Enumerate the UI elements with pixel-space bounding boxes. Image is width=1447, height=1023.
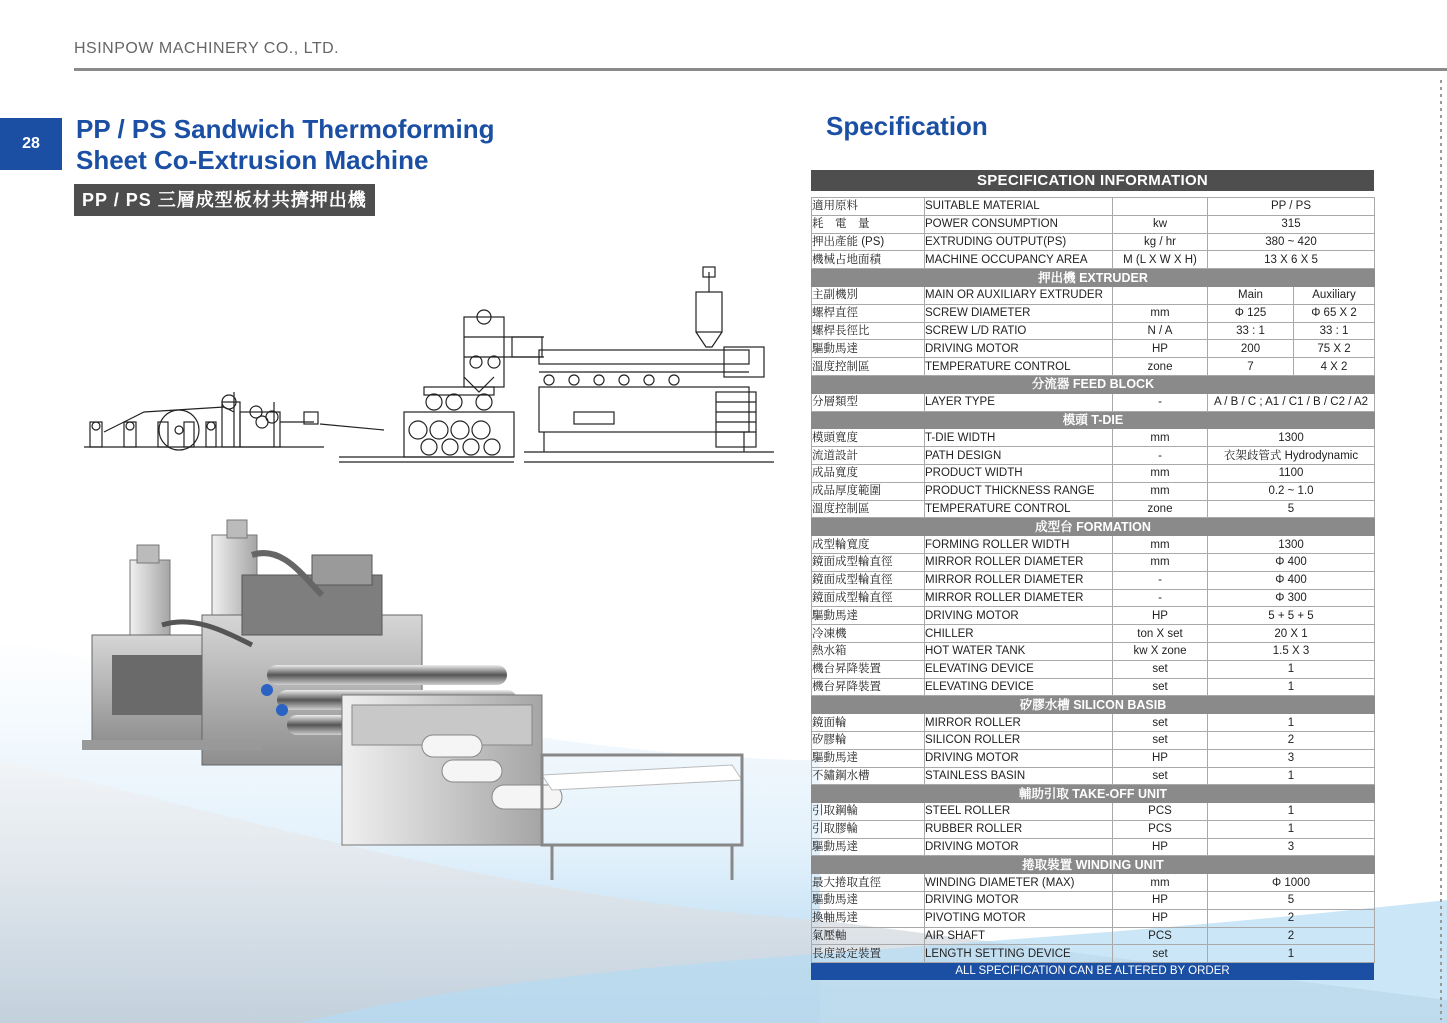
spec-label-en: LENGTH SETTING DEVICE <box>925 945 1113 963</box>
spec-value-aux: Φ 65 X 2 <box>1294 304 1375 322</box>
spec-unit: mm <box>1113 553 1208 571</box>
spec-label-en: MIRROR ROLLER <box>925 714 1113 732</box>
spec-label-zh: 螺桿長徑比 <box>812 322 925 340</box>
spec-table-container <box>811 170 1374 980</box>
spec-table <box>811 197 1375 963</box>
spec-row <box>812 767 1375 785</box>
spec-label-zh: 驅動馬達 <box>812 749 925 767</box>
spec-value: 1 <box>1208 945 1375 963</box>
spec-value: A / B / C ; A1 / C1 / B / C2 / A2 <box>1208 393 1375 411</box>
spec-value: 2 <box>1208 731 1375 749</box>
spec-label-en: POWER CONSUMPTION <box>925 215 1113 233</box>
spec-value: 2 <box>1208 927 1375 945</box>
section-title: 模頭 T-DIE <box>812 411 1375 429</box>
spec-label-en: DRIVING MOTOR <box>925 749 1113 767</box>
spec-section-header <box>812 375 1375 393</box>
section-title: 輔助引取 TAKE-OFF UNIT <box>812 785 1375 803</box>
spec-value: Φ 400 <box>1208 571 1375 589</box>
spec-heading: Specification <box>826 111 988 141</box>
spec-unit: HP <box>1113 607 1208 625</box>
spec-row <box>812 714 1375 732</box>
spec-label-en: EXTRUDING OUTPUT(PS) <box>925 233 1113 251</box>
spec-label-en: MIRROR ROLLER DIAMETER <box>925 589 1113 607</box>
spec-label-zh: 機械占地面積 <box>812 251 925 269</box>
spec-unit: mm <box>1113 874 1208 892</box>
spec-row <box>812 589 1375 607</box>
spec-label-zh: 押出產能 (PS) <box>812 233 925 251</box>
spec-unit: - <box>1113 589 1208 607</box>
spec-label-zh: 鏡面成型輪直徑 <box>812 589 925 607</box>
spec-value: 1 <box>1208 767 1375 785</box>
spec-label-zh: 熱水箱 <box>812 642 925 660</box>
spec-row <box>812 482 1375 500</box>
spec-label-en: LAYER TYPE <box>925 393 1113 411</box>
spec-unit: mm <box>1113 482 1208 500</box>
spec-value: Φ 400 <box>1208 553 1375 571</box>
spec-row <box>812 358 1375 376</box>
spec-value: 1.5 X 3 <box>1208 642 1375 660</box>
section-title: 捲取裝置 WINDING UNIT <box>812 856 1375 874</box>
spec-row <box>812 892 1375 910</box>
spec-label-en: DRIVING MOTOR <box>925 340 1113 358</box>
spec-label-en: ELEVATING DEVICE <box>925 660 1113 678</box>
spec-unit <box>1113 286 1208 304</box>
spec-value: 5 <box>1208 500 1375 518</box>
spec-row <box>812 429 1375 447</box>
spec-row <box>812 198 1375 216</box>
spec-unit: zone <box>1113 358 1208 376</box>
spec-label-zh: 溫度控制區 <box>812 358 925 376</box>
spec-label-zh: 適用原料 <box>812 198 925 216</box>
spec-label-en: T-DIE WIDTH <box>925 429 1113 447</box>
spec-unit: kg / hr <box>1113 233 1208 251</box>
spec-label-en: PRODUCT WIDTH <box>925 464 1113 482</box>
spec-label-en: PIVOTING MOTOR <box>925 909 1113 927</box>
spec-section-header <box>812 269 1375 287</box>
spec-section-header <box>812 856 1375 874</box>
spec-label-en: DRIVING MOTOR <box>925 892 1113 910</box>
spec-value: PP / PS <box>1208 198 1375 216</box>
section-title: 成型台 FORMATION <box>812 518 1375 536</box>
spec-unit: HP <box>1113 340 1208 358</box>
spec-label-en: DRIVING MOTOR <box>925 607 1113 625</box>
spec-row <box>812 500 1375 518</box>
spec-label-en: MAIN OR AUXILIARY EXTRUDER <box>925 286 1113 304</box>
spec-label-zh: 矽膠輪 <box>812 731 925 749</box>
spec-label-zh: 流道設計 <box>812 447 925 465</box>
spec-value-main: Φ 125 <box>1208 304 1294 322</box>
spec-row <box>812 447 1375 465</box>
spec-row <box>812 803 1375 821</box>
spec-label-en: CHILLER <box>925 625 1113 643</box>
page-edge-dash <box>1440 80 1442 1020</box>
spec-label-en: MIRROR ROLLER DIAMETER <box>925 553 1113 571</box>
spec-label-zh: 引取鋼輪 <box>812 803 925 821</box>
spec-value-aux: Auxiliary <box>1294 286 1375 304</box>
product-title-line2: Sheet Co-Extrusion Machine <box>76 145 429 175</box>
spec-unit: set <box>1113 714 1208 732</box>
spec-label-en: TEMPERATURE CONTROL <box>925 358 1113 376</box>
spec-value-main: 200 <box>1208 340 1294 358</box>
spec-value-main: 7 <box>1208 358 1294 376</box>
spec-value: 5 <box>1208 892 1375 910</box>
spec-label-zh: 換軸馬達 <box>812 909 925 927</box>
spec-label-en: ELEVATING DEVICE <box>925 678 1113 696</box>
spec-label-en: HOT WATER TANK <box>925 642 1113 660</box>
spec-label-en: AIR SHAFT <box>925 927 1113 945</box>
spec-unit: PCS <box>1113 927 1208 945</box>
spec-label-zh: 長度設定裝置 <box>812 945 925 963</box>
spec-value: 1 <box>1208 820 1375 838</box>
spec-row <box>812 749 1375 767</box>
spec-label-zh: 驅動馬達 <box>812 892 925 910</box>
spec-row <box>812 625 1375 643</box>
header-rule <box>74 68 1447 71</box>
spec-label-en: PRODUCT THICKNESS RANGE <box>925 482 1113 500</box>
spec-unit: zone <box>1113 500 1208 518</box>
spec-label-zh: 溫度控制區 <box>812 500 925 518</box>
spec-row <box>812 660 1375 678</box>
spec-unit: set <box>1113 678 1208 696</box>
machine-line-drawing <box>84 262 774 472</box>
spec-label-en: RUBBER ROLLER <box>925 820 1113 838</box>
spec-value: 2 <box>1208 909 1375 927</box>
spec-row <box>812 393 1375 411</box>
spec-row <box>812 322 1375 340</box>
spec-row <box>812 731 1375 749</box>
spec-value: 1300 <box>1208 429 1375 447</box>
spec-label-zh: 機台昇降裝置 <box>812 660 925 678</box>
spec-label-en: PATH DESIGN <box>925 447 1113 465</box>
spec-row <box>812 340 1375 358</box>
spec-label-zh: 耗 電 量 <box>812 215 925 233</box>
spec-row <box>812 820 1375 838</box>
spec-label-zh: 最大捲取直徑 <box>812 874 925 892</box>
spec-unit: set <box>1113 767 1208 785</box>
spec-value: 1 <box>1208 803 1375 821</box>
spec-label-zh: 驅動馬達 <box>812 340 925 358</box>
spec-value: 1 <box>1208 678 1375 696</box>
spec-label-en: SCREW DIAMETER <box>925 304 1113 322</box>
section-title: 矽膠水槽 SILICON BASIB <box>812 696 1375 714</box>
spec-unit: HP <box>1113 749 1208 767</box>
spec-label-zh: 驅動馬達 <box>812 607 925 625</box>
spec-label-en: FORMING ROLLER WIDTH <box>925 536 1113 554</box>
spec-section-header <box>812 785 1375 803</box>
spec-label-zh: 主副機別 <box>812 286 925 304</box>
spec-label-zh: 冷凍機 <box>812 625 925 643</box>
spec-value: 3 <box>1208 749 1375 767</box>
spec-label-zh: 成品寬度 <box>812 464 925 482</box>
spec-label-en: STAINLESS BASIN <box>925 767 1113 785</box>
spec-value: 20 X 1 <box>1208 625 1375 643</box>
spec-value: 衣架歧管式 Hydrodynamic <box>1208 447 1375 465</box>
spec-label-zh: 氣壓軸 <box>812 927 925 945</box>
spec-label-en: SUITABLE MATERIAL <box>925 198 1113 216</box>
product-title <box>76 114 494 176</box>
spec-unit: M (L X W X H) <box>1113 251 1208 269</box>
spec-unit: set <box>1113 945 1208 963</box>
spec-unit: PCS <box>1113 820 1208 838</box>
spec-unit: PCS <box>1113 803 1208 821</box>
page-number: 28 <box>0 118 62 170</box>
spec-table-footer: ALL SPECIFICATION CAN BE ALTERED BY ORDER <box>811 963 1374 980</box>
spec-unit: - <box>1113 571 1208 589</box>
spec-unit: N / A <box>1113 322 1208 340</box>
spec-row <box>812 536 1375 554</box>
spec-label-en: SILICON ROLLER <box>925 731 1113 749</box>
spec-label-en: WINDING DIAMETER (MAX) <box>925 874 1113 892</box>
spec-label-zh: 螺桿直徑 <box>812 304 925 322</box>
spec-row <box>812 678 1375 696</box>
spec-label-zh: 成型輪寬度 <box>812 536 925 554</box>
spec-unit: set <box>1113 660 1208 678</box>
spec-row <box>812 233 1375 251</box>
spec-value-aux: 75 X 2 <box>1294 340 1375 358</box>
spec-unit <box>1113 198 1208 216</box>
spec-label-zh: 機台昇降裝置 <box>812 678 925 696</box>
spec-label-en: STEEL ROLLER <box>925 803 1113 821</box>
spec-row <box>812 607 1375 625</box>
spec-unit: mm <box>1113 429 1208 447</box>
spec-row <box>812 553 1375 571</box>
spec-table-title: SPECIFICATION INFORMATION <box>811 170 1374 191</box>
product-title-line1: PP / PS Sandwich Thermoforming <box>76 114 495 144</box>
spec-unit: HP <box>1113 909 1208 927</box>
spec-unit: HP <box>1113 892 1208 910</box>
spec-unit: set <box>1113 731 1208 749</box>
spec-label-zh: 鏡面成型輪直徑 <box>812 553 925 571</box>
spec-label-zh: 成品厚度範圍 <box>812 482 925 500</box>
spec-row <box>812 571 1375 589</box>
spec-label-en: TEMPERATURE CONTROL <box>925 500 1113 518</box>
spec-value: 13 X 6 X 5 <box>1208 251 1375 269</box>
spec-row <box>812 464 1375 482</box>
spec-value: 5 + 5 + 5 <box>1208 607 1375 625</box>
spec-row <box>812 838 1375 856</box>
spec-value: Φ 300 <box>1208 589 1375 607</box>
spec-unit: - <box>1113 393 1208 411</box>
spec-label-zh: 模頭寬度 <box>812 429 925 447</box>
spec-unit: ton X set <box>1113 625 1208 643</box>
spec-label-en: MACHINE OCCUPANCY AREA <box>925 251 1113 269</box>
spec-label-zh: 分層類型 <box>812 393 925 411</box>
spec-row <box>812 286 1375 304</box>
spec-unit: mm <box>1113 304 1208 322</box>
spec-section-header <box>812 696 1375 714</box>
spec-value: 1100 <box>1208 464 1375 482</box>
product-subtitle-zh: PP / PS 三層成型板材共擠押出機 <box>74 184 375 216</box>
spec-value-main: Main <box>1208 286 1294 304</box>
spec-row <box>812 251 1375 269</box>
spec-value-aux: 33 : 1 <box>1294 322 1375 340</box>
spec-value: 0.2 ~ 1.0 <box>1208 482 1375 500</box>
spec-label-zh: 不鏽鋼水槽 <box>812 767 925 785</box>
spec-unit: kw <box>1113 215 1208 233</box>
spec-label-zh: 鏡面成型輪直徑 <box>812 571 925 589</box>
spec-row <box>812 874 1375 892</box>
spec-row <box>812 909 1375 927</box>
spec-label-zh: 驅動馬達 <box>812 838 925 856</box>
spec-unit: kw X zone <box>1113 642 1208 660</box>
section-title: 分流器 FEED BLOCK <box>812 375 1375 393</box>
spec-unit: mm <box>1113 536 1208 554</box>
spec-label-en: DRIVING MOTOR <box>925 838 1113 856</box>
spec-row <box>812 642 1375 660</box>
spec-label-en: MIRROR ROLLER DIAMETER <box>925 571 1113 589</box>
spec-row <box>812 304 1375 322</box>
spec-unit: mm <box>1113 464 1208 482</box>
spec-label-zh: 鏡面輪 <box>812 714 925 732</box>
spec-value: 1 <box>1208 660 1375 678</box>
company-name: HSINPOW MACHINERY CO., LTD. <box>74 40 340 57</box>
spec-row <box>812 927 1375 945</box>
spec-label-en: SCREW L/D RATIO <box>925 322 1113 340</box>
spec-value: 1300 <box>1208 536 1375 554</box>
spec-row <box>812 215 1375 233</box>
spec-value: 1 <box>1208 714 1375 732</box>
spec-unit: HP <box>1113 838 1208 856</box>
spec-value: 315 <box>1208 215 1375 233</box>
section-title: 押出機 EXTRUDER <box>812 269 1375 287</box>
spec-label-zh: 引取膠輪 <box>812 820 925 838</box>
spec-value-aux: 4 X 2 <box>1294 358 1375 376</box>
spec-unit: - <box>1113 447 1208 465</box>
machine-photo <box>82 515 772 885</box>
spec-value: 3 <box>1208 838 1375 856</box>
spec-value: 380 ~ 420 <box>1208 233 1375 251</box>
spec-section-header <box>812 411 1375 429</box>
spec-value-main: 33 : 1 <box>1208 322 1294 340</box>
spec-value: Φ 1000 <box>1208 874 1375 892</box>
spec-section-header <box>812 518 1375 536</box>
spec-row <box>812 945 1375 963</box>
